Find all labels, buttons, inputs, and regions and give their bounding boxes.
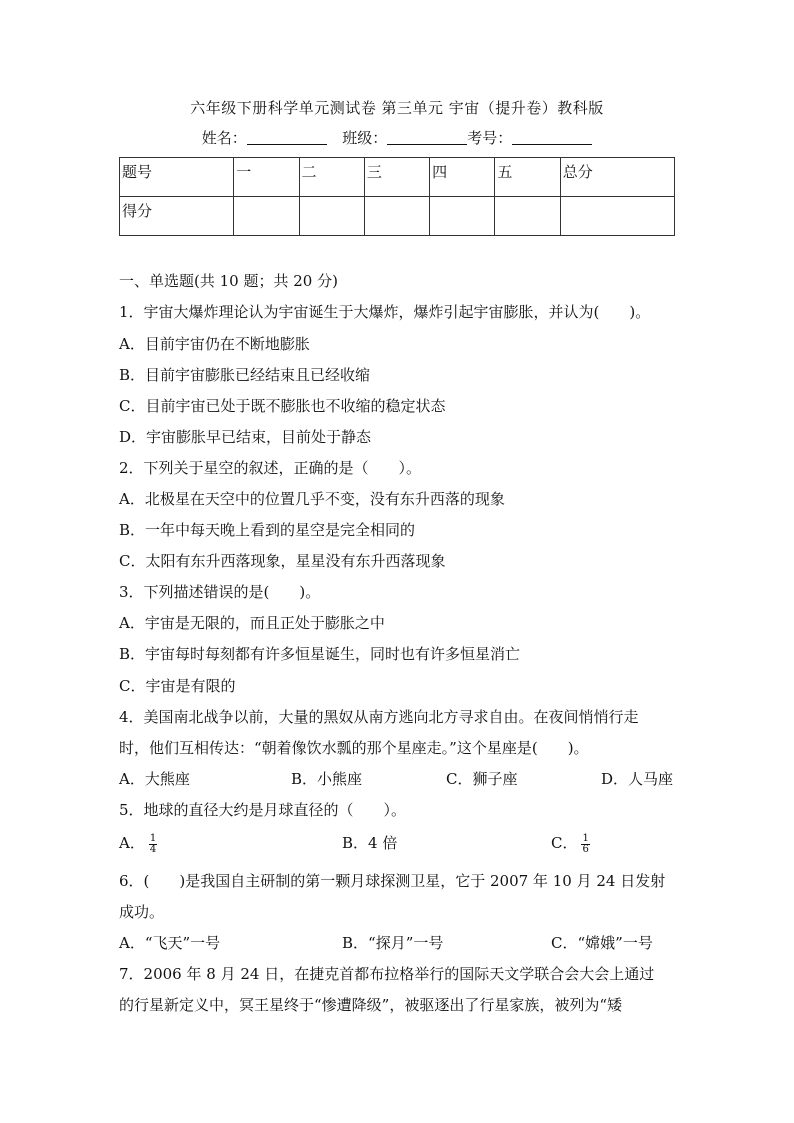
question-2-option-a[interactable]: A．北极星在天空中的位置几乎不变，没有东升西落的现象 (119, 490, 505, 508)
fraction (581, 834, 589, 855)
exam-number-label: 考号： (467, 129, 513, 147)
name-label: 姓名： (201, 129, 247, 147)
table-cell: 三 (364, 158, 429, 197)
class-blank[interactable] (387, 130, 467, 145)
fraction-numerator: 1 (582, 832, 589, 844)
question-2-option-c[interactable]: C．太阳有东升西落现象，星星没有东升西落现象 (119, 552, 446, 570)
exam-title: 六年级下册科学单元测试卷 第三单元 宇宙（提升卷）教科版 (190, 99, 604, 117)
question-2-stem: 2．下列关于星空的叙述，正确的是（ ）。 (119, 459, 422, 477)
name-blank[interactable] (247, 130, 327, 145)
question-4-option-d[interactable]: D．人马座 (601, 770, 674, 788)
fraction-denominator: 6 (582, 843, 589, 855)
question-4-option-a[interactable]: A．大熊座 (119, 770, 190, 788)
question-1-option-b[interactable]: B．目前宇宙膨胀已经结束且已经收缩 (119, 366, 371, 384)
question-4-option-c[interactable]: C．狮子座 (446, 770, 518, 788)
option-letter: C． (551, 834, 578, 852)
question-1-stem: 1．宇宙大爆炸理论认为宇宙诞生于大爆炸，爆炸引起宇宙膨胀，并认为( )。 (119, 303, 651, 321)
fraction-denominator: 4 (149, 843, 157, 855)
score-input-cell[interactable] (560, 197, 674, 236)
score-table-score-row (120, 197, 675, 236)
question-7-stem-line-1: 7．2006 年 8 月 24 日，在捷克首都布拉格举行的国际天文学联合会大会上通过 (119, 965, 655, 983)
score-input-cell[interactable] (430, 197, 495, 236)
option-letter: A． (119, 834, 145, 852)
score-input-cell[interactable] (495, 197, 560, 236)
exam-number-blank[interactable] (512, 130, 592, 145)
question-5-option-a[interactable] (119, 832, 157, 855)
table-cell: 总分 (560, 158, 674, 197)
score-table-header-row (120, 158, 675, 197)
table-cell: 五 (495, 158, 560, 197)
question-4-option-b[interactable]: B．小熊座 (291, 770, 363, 788)
question-3-option-a[interactable]: A．宇宙是无限的，而且正处于膨胀之中 (119, 614, 385, 632)
table-cell: 一 (234, 158, 299, 197)
question-1-option-c[interactable]: C．目前宇宙已处于既不膨胀也不收缩的稳定状态 (119, 397, 446, 415)
question-1-option-d[interactable]: D．宇宙膨胀早已结束，目前处于静态 (119, 428, 372, 446)
question-5-option-c[interactable] (551, 832, 590, 855)
score-input-cell[interactable] (364, 197, 429, 236)
fraction (149, 834, 157, 855)
question-5-option-b[interactable]: B．4 倍 (342, 834, 398, 852)
table-cell: 题号 (120, 158, 234, 197)
table-cell: 四 (430, 158, 495, 197)
question-6-option-a[interactable]: A．“飞天”一号 (119, 934, 221, 952)
question-3-option-c[interactable]: C．宇宙是有限的 (119, 677, 236, 695)
question-6-stem-line-2: 成功。 (119, 903, 165, 921)
question-5-stem: 5．地球的直径大约是月球直径的（ ）。 (119, 801, 407, 819)
score-table (119, 157, 675, 236)
question-4-stem-line-1: 4．美国南北战争以前，大量的黑奴从南方逃向北方寻求自由。在夜间悄悄行走 (119, 708, 639, 726)
student-info-line (0, 127, 794, 148)
score-input-cell[interactable] (234, 197, 299, 236)
score-input-cell[interactable] (299, 197, 364, 236)
class-label: 班级： (342, 129, 388, 147)
question-3-option-b[interactable]: B．宇宙每时每刻都有许多恒星诞生，同时也有许多恒星消亡 (119, 645, 521, 663)
section-heading: 一、单选题(共 10 题；共 20 分) (119, 272, 338, 290)
question-4-stem-line-2: 时，他们互相传达：“朝着像饮水瓢的那个星座走。”这个星座是( )。 (119, 739, 589, 757)
question-3-stem: 3．下列描述错误的是( )。 (119, 583, 321, 601)
fraction-numerator: 1 (149, 832, 157, 844)
question-7-stem-line-2: 的行星新定义中，冥王星终于“惨遭降级”，被驱逐出了行星家族，被列为“矮 (119, 996, 623, 1014)
question-1-option-a[interactable]: A．目前宇宙仍在不断地膨胀 (119, 335, 310, 353)
question-6-option-b[interactable]: B．“探月”一号 (342, 934, 444, 952)
table-cell: 二 (299, 158, 364, 197)
question-2-option-b[interactable]: B．一年中每天晚上看到的星空是完全相同的 (119, 521, 416, 539)
question-6-stem-line-1: 6．( )是我国自主研制的第一颗月球探测卫星，它于 2007 年 10 月 24 日发射 (119, 872, 666, 890)
question-6-option-c[interactable]: C．“嫦娥”一号 (551, 934, 653, 952)
table-cell: 得分 (120, 197, 234, 236)
